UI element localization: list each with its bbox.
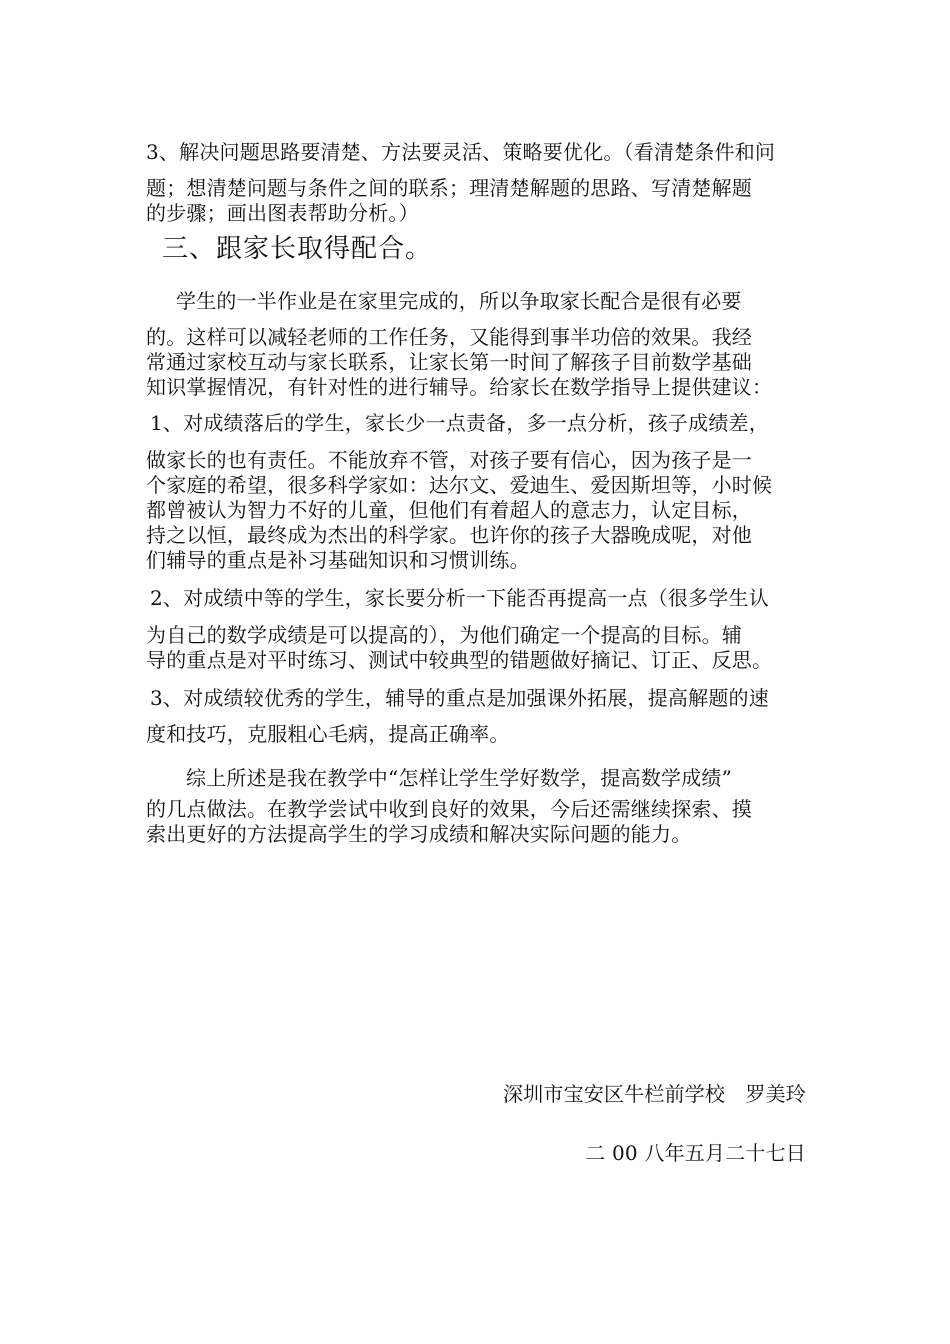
point3-line-2: 题；想清楚问题与条件之间的联系；理清楚解题的思路、写清楚解题 [146,176,752,200]
section-heading: 三、跟家长取得配合。 [162,234,433,264]
advice1-line-6: 们辅导的重点是补习基础知识和习惯训练。 [146,548,530,572]
advice2-line-3: 导的重点是对平时练习、测试中较典型的错题做好摘记、订正、反思。 [146,648,773,672]
advice1-line-5: 持之以恒，最终成为杰出的科学家。也许你的孩子大器晚成呢，对他 [146,523,752,547]
point3-line-3: 的步骤；画出图表帮助分析。） [146,201,419,225]
point3-line-1: 3、解决问题思路要清楚、方法要灵活、策略要优化。（看清楚条件和问 [146,140,776,164]
signature: 深圳市宝安区牛栏前学校 罗美玲 [503,1082,806,1106]
intro-line-4: 知识掌握情况，有针对性的进行辅导。给家长在数学指导上提供建议： [146,375,773,399]
conclusion-line-3: 索出更好的方法提高学生的学习成绩和解决实际问题的能力。 [146,822,692,846]
conclusion-line-2: 的几点做法。在教学尝试中收到良好的效果，今后还需继续探索、摸 [146,797,752,821]
intro-line-2: 的。这样可以减轻老师的工作任务，又能得到事半功倍的效果。我经 [146,325,752,349]
advice3-line-1: 3、对成绩较优秀的学生，辅导的重点是加强课外拓展，提高解题的速 [150,686,769,710]
intro-line-3: 常通过家校互动与家长联系，让家长第一时间了解孩子目前数学基础 [146,350,752,374]
date: 二 00 八年五月二十七日 [585,1141,806,1165]
advice1-line-2: 做家长的也有责任。不能放弃不管，对孩子要有信心，因为孩子是一 [146,448,752,472]
conclusion-line-1: 综上所述是我在教学中“怎样让学生学好数学，提高数学成绩” [186,766,733,790]
advice2-line-1: 2、对成绩中等的学生，家长要分析一下能否再提高一点（很多学生认 [150,586,769,610]
advice1-line-3: 个家庭的希望，很多科学家如：达尔文、爱迪生、爱因斯坦等，小时候 [146,473,773,497]
advice2-line-2: 为自己的数学成绩是可以提高的），为他们确定一个提高的目标。辅 [146,623,742,647]
advice1-line-4: 都曾被认为智力不好的儿童，但他们有着超人的意志力，认定目标， [146,498,752,522]
advice1-line-1: 1、对成绩落后的学生，家长少一点责备，多一点分析，孩子成绩差， [150,411,769,435]
intro-line-1: 学生的一半作业是在家里完成的，所以争取家长配合是很有必要 [176,289,742,313]
advice3-line-2: 度和技巧，克服粗心毛病，提高正确率。 [146,722,510,746]
